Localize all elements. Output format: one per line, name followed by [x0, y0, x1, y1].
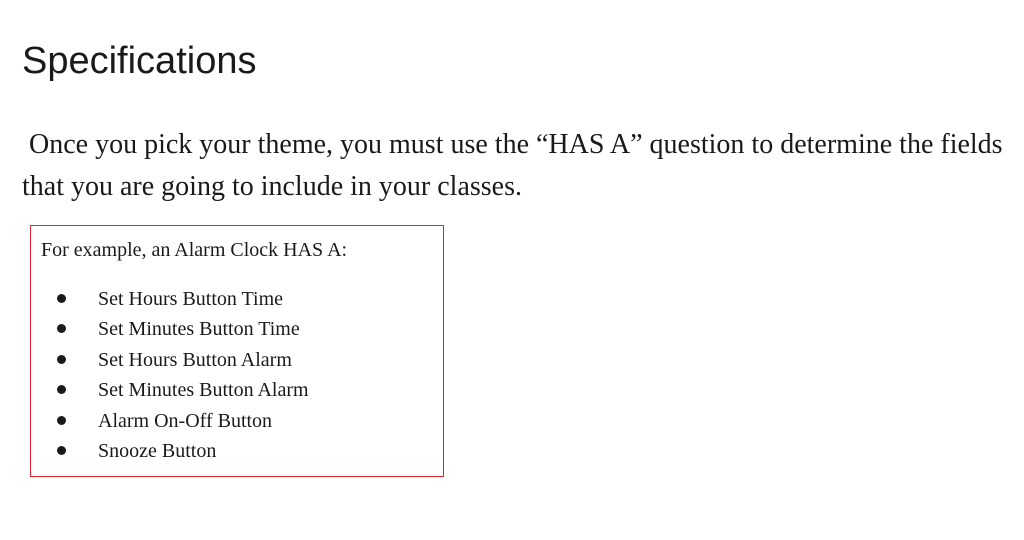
list-item-label: Set Hours Button Time — [98, 288, 284, 310]
bullet-icon — [57, 324, 66, 333]
list-item-label: Snooze Button — [98, 439, 217, 462]
intro-paragraph: Once you pick your theme, you must use the “HAS A” question to determine the fields that you are going to include in your classes. — [22, 129, 1003, 202]
list-item-label: Alarm On-Off Button — [98, 409, 273, 432]
list-item-label: Set Minutes Button Time — [98, 318, 300, 341]
page-title: Specifications — [22, 40, 257, 82]
bullet-icon — [57, 385, 66, 394]
bullet-icon — [57, 446, 66, 455]
list-item-label: Set Hours Button Alarm — [98, 348, 292, 371]
example-box — [30, 225, 444, 477]
list-item-label: Set Minutes Button Alarm — [98, 379, 309, 402]
example-title: For example, an Alarm Clock HAS A: — [41, 239, 348, 261]
bullet-icon — [57, 416, 66, 425]
bullet-icon — [57, 355, 66, 364]
bullet-icon — [57, 294, 66, 303]
